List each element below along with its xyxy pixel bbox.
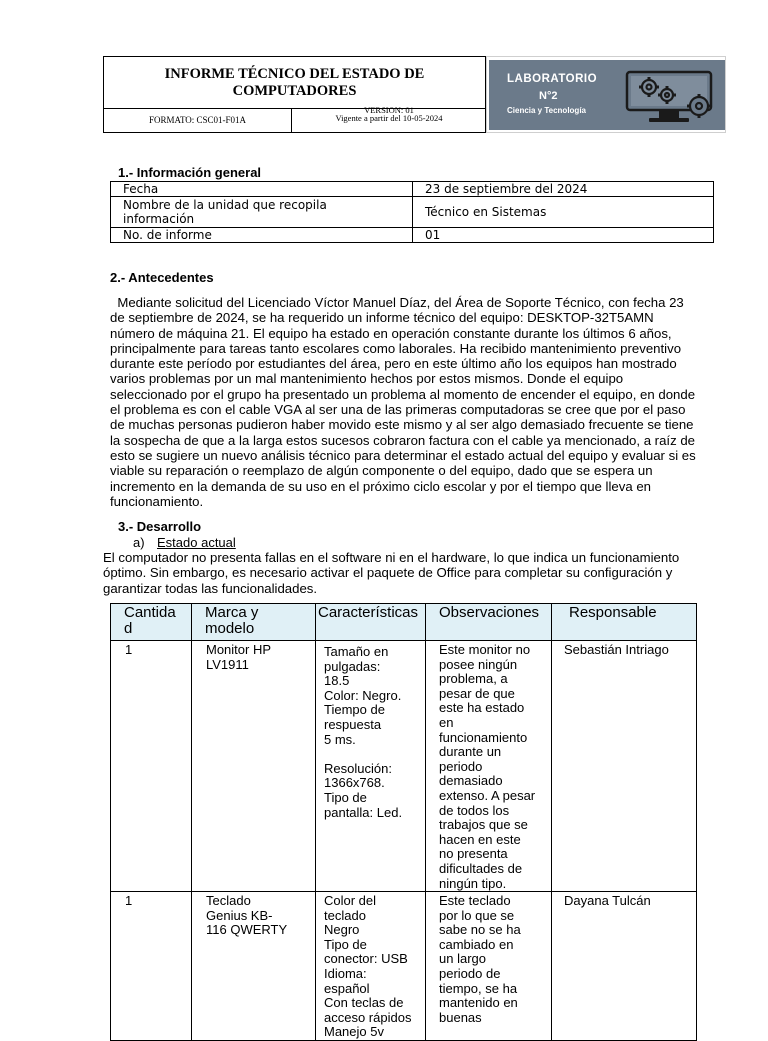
computer-gears-icon	[623, 68, 715, 126]
table-row	[111, 228, 714, 243]
cell-caracteristicas: Tamaño en pulgadas: 18.5 Color: Negro. Tiempo de respuesta 5 ms. Resolución: 1366x768. Tipo de pantalla: Led.	[316, 641, 426, 892]
section-2-heading: 2.- Antecedentes	[110, 270, 214, 285]
table-row	[111, 182, 714, 197]
info-value: 01	[413, 228, 714, 243]
cell-cantidad: 1	[111, 641, 192, 892]
section-3-heading: 3.- Desarrollo	[118, 519, 202, 534]
header-cantidad: Cantida d	[111, 604, 192, 641]
subsection-marker: a)	[133, 535, 145, 550]
paragraph-line: durante este período por estudiantes del área, pero en este último año los equipos han mostrado	[110, 356, 677, 372]
cell-marca: Teclado Genius KB- 116 QWERTY	[192, 892, 316, 1041]
paragraph-line: número de máquina 21. El equipo ha estado en operación constante durante los últimos 6 años,	[110, 325, 672, 341]
paragraph-line: Mediante solicitud del Licenciado Víctor Manuel Díaz, del Área de Soporte Técnico, con fecha 23	[110, 295, 684, 310]
header-observaciones: Observaciones	[426, 604, 552, 641]
version-label: VERSION: 01	[364, 105, 414, 115]
info-value: Técnico en Sistemas	[413, 197, 714, 228]
estado-actual-paragraph	[103, 550, 753, 596]
paragraph-line: incremento en la demanda de su uso en el próximo ciclo escolar y por el tiempo que lleva en	[110, 478, 651, 494]
cell-responsable: Sebastián Intriago	[552, 641, 697, 892]
antecedentes-paragraph	[110, 295, 750, 509]
cell-responsable: Dayana Tulcán	[552, 892, 697, 1041]
lab-logo	[486, 56, 726, 133]
table-row	[111, 641, 697, 892]
cell-cantidad: 1	[111, 892, 192, 1041]
table-row	[111, 892, 697, 1041]
paragraph-line: varios problemas por un mal mantenimiento hechos por estos mismos. Donde el equipo	[110, 371, 624, 387]
table-header-row	[111, 604, 697, 641]
paragraph-line: de muchas personas pudieron haber movido este mismo y al ser algo demasiado frecuente se tiene	[110, 417, 694, 433]
vigente-label: Vigente a partir del 10-05-2024	[335, 113, 443, 123]
paragraph-line: el problema es con el cable VGA al ser una de las primeras computadoras se cree que por el paso	[110, 402, 686, 418]
cell-observaciones: Este monitor no posee ningún problema, a pesar de que este ha estado en funcionamiento durante un periodo demasiado extenso. A pesar de todos los trabajos que se hacen en este no presenta dificultades de ningún tipo.	[426, 641, 552, 892]
paragraph-line: viable su reparación o reemplazo de algún componente o del equipo, dado que se espera un	[110, 463, 653, 479]
info-value: 23 de septiembre del 2024	[413, 182, 714, 197]
cell-observaciones: Este teclado por lo que se sabe no se ha cambiado en un largo periodo de tiempo, se ha mantenido en buenas	[426, 892, 552, 1041]
paragraph-line: de septiembre de 2024, se ha requerido un informe técnico del equipo: DESKTOP-32T5AMN	[110, 310, 654, 326]
paragraph-line: funcionamiento.	[110, 493, 204, 509]
table-row	[111, 197, 714, 228]
document-header	[103, 56, 486, 133]
info-label: Nombre de la unidad que recopila información	[111, 197, 413, 228]
info-label: Fecha	[111, 182, 413, 197]
format-code: FORMATO: CSC01-F01A	[104, 109, 292, 132]
document-title: INFORME TÉCNICO DEL ESTADO DE COMPUTADORES	[104, 57, 485, 109]
header-responsable: Responsable	[552, 604, 697, 641]
paragraph-line: principalmente para tareas tanto escolares como laborales. Ha recibido mantenimiento preventivo	[110, 340, 682, 356]
paragraph-line: la sospecha de que a la larga estos sucesos cobraron factura con el cable ya mencionado, a raíz de	[110, 432, 696, 448]
paragraph-line: esto se sugiere un nuevo análisis técnico para determinar el estado actual del equipo y evaluar si es	[110, 447, 696, 463]
cell-caracteristicas: Color del teclado Negro Tipo de conector: USB Idioma: español Con teclas de acceso rápidos Manejo 5v	[316, 892, 426, 1041]
general-info-table	[110, 181, 714, 243]
paragraph-line: óptimo. Sin embargo, es necesario activar el paquete de Office para completar su configuración y	[103, 565, 673, 581]
cell-marca: Monitor HP LV1911	[192, 641, 316, 892]
logo-line3: Ciencia y Tecnología	[507, 106, 586, 115]
version-info	[292, 105, 486, 132]
logo-line2: N°2	[539, 90, 558, 102]
equipment-table	[110, 603, 697, 1041]
info-label: No. de informe	[111, 228, 413, 243]
logo-line1: LABORATORIO	[507, 73, 598, 85]
subsection-title: Estado actual	[157, 535, 236, 550]
header-caracteristicas: Características	[316, 604, 426, 641]
paragraph-line: El computador no presenta fallas en el software ni en el hardware, lo que indica un funcionamiento	[103, 550, 680, 565]
header-marca: Marca y modelo	[192, 604, 316, 641]
paragraph-line: seleccionado por el grupo ha presentado un problema al momento de encender el equipo, en donde	[110, 386, 696, 402]
section-1-heading: 1.- Información general	[118, 165, 262, 180]
paragraph-line: garantizar todas las funcionalidades.	[103, 580, 318, 596]
